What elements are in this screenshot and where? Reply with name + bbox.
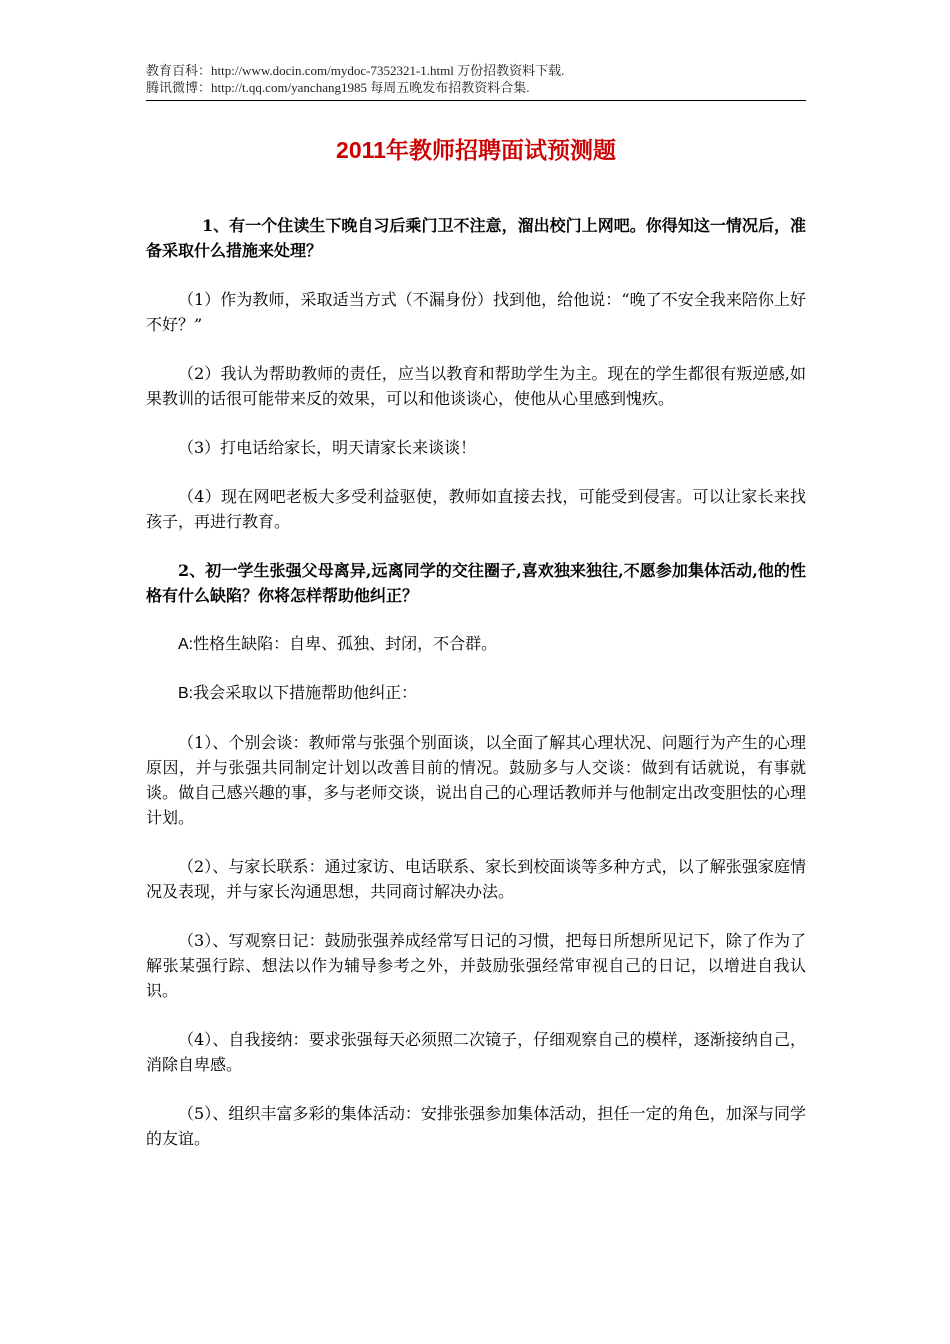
document-page xyxy=(146,62,806,1175)
header-line-1: 教育百科：http://www.docin.com/mydoc-7352321-1.html 万份招教资料下载. xyxy=(146,63,565,78)
answer-1-item-1: （1）作为教师，采取适当方式（不漏身份）找到他，给他说：“晚了不安全我来陪你上好不好？” xyxy=(146,290,806,334)
question-2: 2、初一学生张强父母离异,远离同学的交往圈子,喜欢独来独往,不愿参加集体活动,他的性格有什么缺陷？你将怎样帮助他纠正？ xyxy=(146,561,806,605)
answer-2-part-a: A:性格生缺陷：自卑、孤独、封闭，不合群。 xyxy=(178,636,498,653)
answer-2-item-1: （1）、个别会谈：教师常与张强个别面谈，以全面了解其心理状况、问题行为产生的心理原因，并与张强共同制定计划以改善目前的情况。鼓励多与人交谈：做到有话就说，有事就谈。做自己感兴趣的事，多与老师交谈，说出自己的心理话教师并与他制定出改变胆怯的心理计划。 xyxy=(146,733,806,827)
answer-2-item-4: （4）、自我接纳：要求张强每天必须照二次镜子，仔细观察自己的模样，逐渐接纳自己，消除自卑感。 xyxy=(146,1030,806,1074)
answer-1-item-2: （2）我认为帮助教师的责任，应当以教育和帮助学生为主。现在的学生都很有叛逆感,如果教训的话很可能带来反的效果，可以和他谈谈心，使他从心里感到愧疚。 xyxy=(146,364,806,408)
answer-2-item-5: （5）、组织丰富多彩的集体活动：安排张强参加集体活动，担任一定的角色，加深与同学的友谊。 xyxy=(146,1104,806,1148)
document-title: 2011年教师招聘面试预测题 xyxy=(336,137,616,163)
header-divider xyxy=(146,100,806,101)
document-body xyxy=(146,213,806,1151)
answer-2-item-2: （2）、与家长联系：通过家访、电话联系、家长到校面谈等多种方式，以了解张强家庭情况及表现，并与家长沟通思想，共同商讨解决办法。 xyxy=(146,857,806,901)
answer-2-item-3: （3）、写观察日记：鼓励张强养成经常写日记的习惯，把每日所想所见记下，除了作为了解张某强行踪、想法以作为辅导参考之外，并鼓励张强经常审视自己的日记，以增进自我认识。 xyxy=(146,931,806,1000)
answer-2-part-b: B:我会采取以下措施帮助他纠正： xyxy=(178,685,418,702)
header-line-2: 腾讯微博：http://t.qq.com/yanchang1985 每周五晚发布招教资料合集. xyxy=(146,80,530,95)
question-1: 1、有一个住读生下晚自习后乘门卫不注意，溜出校门上网吧。你得知这一情况后，准备采取什么措施来处理？ xyxy=(146,216,806,260)
answer-1-item-4: （4）现在网吧老板大多受利益驱使，教师如直接去找，可能受到侵害。可以让家长来找孩子，再进行教育。 xyxy=(146,487,806,531)
answer-1-item-3: （3）打电话给家长，明天请家长来谈谈！ xyxy=(178,438,477,457)
